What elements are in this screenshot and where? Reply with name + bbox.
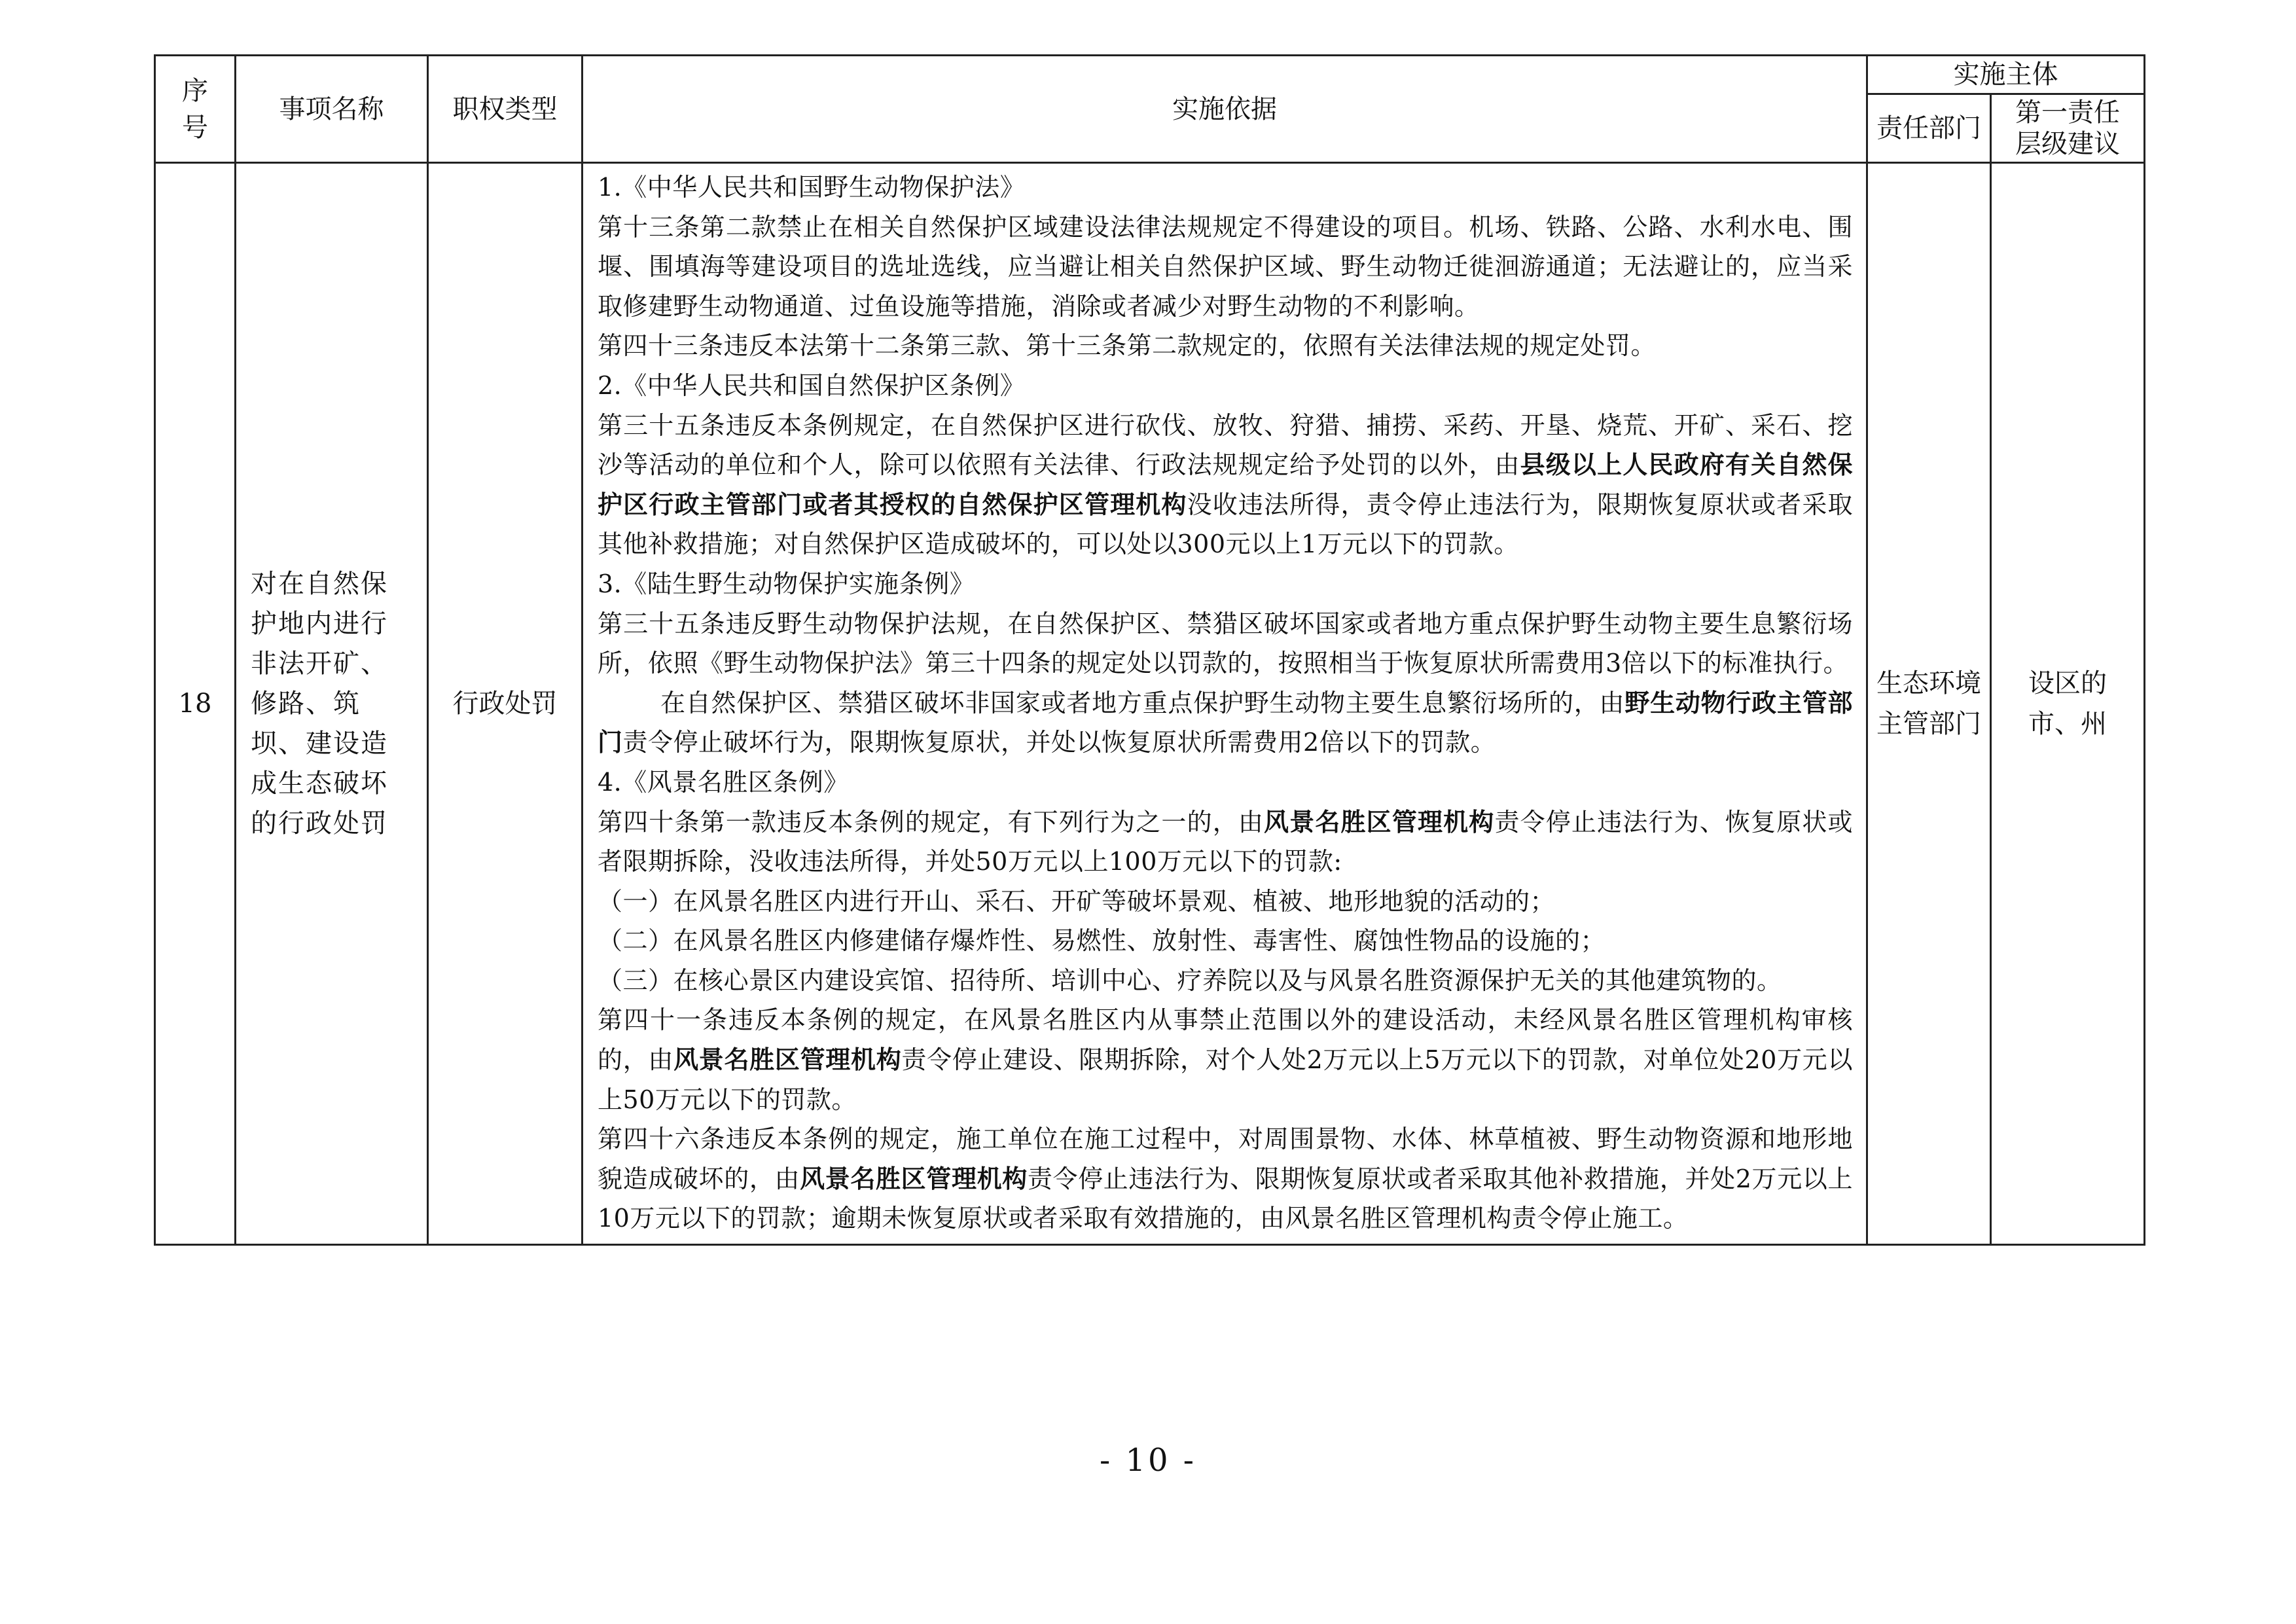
basis-text: 责令停止违法行为、限期恢复原状或者采取其他补救措施，并处2万元以上10万元以下的罚款；逾期未恢复原状或者采取有效措施的，由风景名胜区管理机构责令停止施工。 (598, 1164, 1853, 1233)
basis-authority-bold: 野生动物行政主管部门 (598, 687, 1853, 757)
basis-paragraph (598, 803, 1853, 882)
basis-authority-bold: 风景名胜区管理机构 (800, 1163, 1028, 1193)
header-seq: 序号 (155, 56, 236, 163)
basis-text: 第四十条第一款违反本条例的规定，有下列行为之一的，由 (598, 807, 1265, 837)
header-dept: 责任部门 (1867, 94, 1991, 163)
basis-text: 责令停止违法行为、恢复原状或者限期拆除，没收违法所得，并处50万元以上100万元以下的罚款: (598, 807, 1853, 876)
basis-text: 责令停止建设、限期拆除，对个人处2万元以上5万元以下的罚款，对单位处20万元以上50万元以下的罚款。 (598, 1045, 1853, 1114)
row-basis (583, 163, 1867, 1245)
basis-text: 第四十六条违反本条例的规定，施工单位在施工过程中，对周围景物、水体、林草植被、野生动物资源和地形地貌造成破坏的，由 (598, 1125, 1853, 1193)
row-dept: 生态环境主管部门 (1867, 163, 1991, 1245)
basis-text: 第四十一条违反本条例的规定，在风景名胜区内从事禁止范围以外的建设活动，未经风景名胜区管理机构审核的，由 (598, 1005, 1853, 1075)
basis-text: 第三十五条违反本条例规定，在自然保护区进行砍伐、放牧、狩猎、捕捞、采药、开垦、烧荒、开矿、采石、挖沙等活动的单位和个人，除可以依照有关法律、行政法规规定给予处罚的以外，由 (598, 410, 1853, 480)
basis-paragraph (598, 1119, 1853, 1238)
header-basis: 实施依据 (583, 56, 1867, 163)
basis-paragraph (598, 406, 1853, 564)
basis-paragraph: 4.《风景名胜区条例》 (598, 767, 849, 797)
basis-text: 在自然保护区、禁猎区破坏非国家或者地方重点保护野生动物主要生息繁衍场所的，由 (660, 688, 1625, 717)
basis-paragraph: 2.《中华人民共和国自然保护区条例》 (598, 370, 1026, 400)
page-number: - 10 - (1099, 1442, 1197, 1479)
basis-paragraph: 第四十三条违反本法第十二条第三款、第十三条第二款规定的，依照有关法律法规的规定处罚。 (598, 331, 1657, 361)
authority-table (154, 54, 2145, 1246)
basis-paragraph: （二）在风景名胜区内修建储存爆炸性、易燃性、放射性、毒害性、腐蚀性物品的设施的； (598, 926, 1606, 956)
row-seq: 18 (155, 163, 236, 1245)
row-type: 行政处罚 (428, 163, 583, 1245)
row-level: 设区的市、州 (1991, 163, 2145, 1245)
basis-text: 责令停止破坏行为，限期恢复原状，并处以恢复原状所需费用2倍以下的罚款。 (622, 728, 1496, 757)
basis-authority-bold: 风景名胜区管理机构 (673, 1045, 902, 1075)
row-name: 对在自然保护地内进行非法开矿、修路、筑坝、建设造成生态破坏的行政处罚 (236, 163, 428, 1245)
header-type: 职权类型 (428, 56, 583, 163)
basis-text: 没收违法所得，责令停止违法行为，限期恢复原状或者采取其他补救措施；对自然保护区造成破坏的，可以处以300元以上1万元以下的罚款。 (598, 490, 1853, 559)
basis-paragraph: 第十三条第二款禁止在相关自然保护区域建设法律法规规定不得建设的项目。机场、铁路、公路、水利水电、围堰、围填海等建设项目的选址选线，应当避让相关自然保护区域、野生动物迁徙洄游通道；无法避让的，应当采取修建野生动物通道、过鱼设施等措施，消除或者减少对野生动物的不利影响。 (598, 212, 1853, 321)
basis-authority-bold: 风景名胜区管理机构 (1264, 806, 1495, 837)
basis-paragraph: 1.《中华人民共和国野生动物保护法》 (598, 173, 1026, 202)
basis-paragraph: （三）在核心景区内建设宾馆、招待所、培训中心、疗养院以及与风景名胜资源保护无关的其他建筑物的。 (598, 965, 1782, 995)
basis-authority-bold: 县级以上人民政府有关自然保护区行政主管部门或者其授权的自然保护区管理机构 (598, 450, 1853, 519)
header-level: 第一责任层级建议 (1991, 94, 2145, 163)
header-name: 事项名称 (236, 56, 428, 163)
basis-paragraph (598, 1000, 1853, 1119)
basis-paragraph: （一）在风景名胜区内进行开山、采石、开矿等破坏景观、植被、地形地貌的活动的； (598, 886, 1556, 916)
header-subject: 实施主体 (1867, 56, 2145, 94)
basis-paragraph: 第三十五条违反野生动物保护法规，在自然保护区、禁猎区破坏国家或者地方重点保护野生动物主要生息繁衍场所，依照《野生动物保护法》第三十四条的规定处以罚款的，按照相当于恢复原状所需费用3倍以下的标准执行。 (598, 609, 1853, 678)
basis-paragraph: 3.《陆生野生动物保护实施条例》 (598, 569, 975, 598)
basis-paragraph (598, 683, 1853, 763)
